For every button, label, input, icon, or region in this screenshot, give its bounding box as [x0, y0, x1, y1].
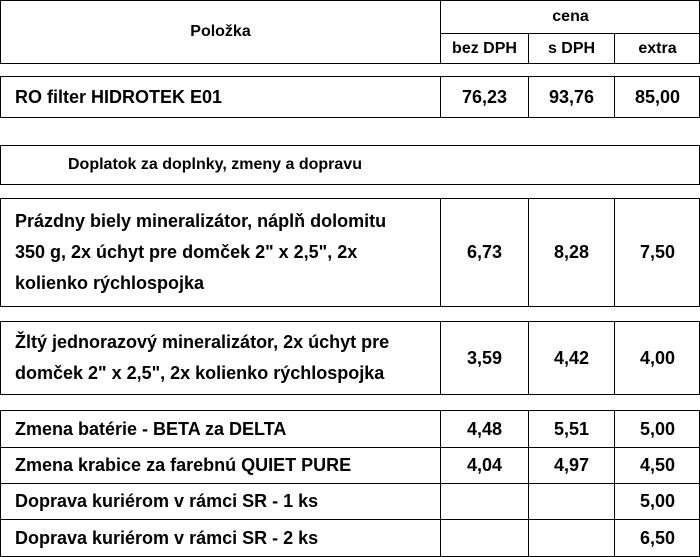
- service-row: [1, 484, 700, 519]
- table-header: [0, 0, 700, 64]
- service-name: Doprava kuriérom v rámci SR - 1 ks: [15, 491, 319, 511]
- price-extra: 5,00: [614, 484, 700, 519]
- price-s-dph: [528, 520, 614, 556]
- price-extra: 6,50: [614, 520, 700, 556]
- section-title: Doplatok za doplnky, zmeny a dopravu: [68, 156, 362, 173]
- section-title-row: [0, 145, 700, 185]
- service-name: Doprava kuriérom v rámci SR - 2 ks: [15, 527, 319, 548]
- price-bez-dph: [440, 484, 528, 519]
- price-extra: 7,50: [614, 199, 700, 306]
- column-header-bez-dph: bez DPH: [440, 33, 528, 64]
- price-s-dph: 4,97: [528, 448, 614, 483]
- services-table: [0, 410, 700, 557]
- price-bez-dph: 4,04: [440, 448, 528, 483]
- service-name: Zmena batérie - BETA za DELTA: [15, 418, 287, 439]
- price-extra: 5,00: [614, 411, 700, 447]
- price-extra: 4,00: [614, 322, 700, 394]
- service-row: [1, 411, 700, 447]
- price-bez-dph: 4,48: [440, 411, 528, 447]
- price-s-dph: 4,42: [528, 322, 614, 394]
- price-s-dph: [528, 484, 614, 519]
- price-extra: 4,50: [614, 448, 700, 483]
- extra-item-row: [0, 321, 700, 395]
- price-extra: 85,00: [614, 77, 700, 117]
- extra-item-description: Žltý jednorazový mineralizátor, 2x úchyt pre domček 2" x 2,5", 2x kolienko rýchlospojka: [15, 332, 390, 383]
- column-header-extra: extra: [614, 33, 700, 64]
- price-bez-dph: 76,23: [440, 77, 528, 117]
- column-header-item: Položka: [190, 23, 251, 40]
- price-bez-dph: 6,73: [440, 199, 528, 306]
- price-s-dph: 5,51: [528, 411, 614, 447]
- service-row: [1, 520, 700, 556]
- price-s-dph: 93,76: [528, 77, 614, 117]
- column-header-s-dph: s DPH: [528, 33, 614, 64]
- extra-item-row: [0, 198, 700, 307]
- product-name: RO filter HIDROTEK E01: [15, 86, 223, 107]
- price-bez-dph: [440, 520, 528, 556]
- column-header-price: cena: [440, 1, 700, 33]
- service-name: Zmena krabice za farebnú QUIET PURE: [15, 455, 352, 475]
- main-product-row: [0, 76, 700, 118]
- extra-item-description: Prázdny biely mineralizátor, náplň dolomitu 350 g, 2x úchyt pre domček 2" x 2,5", 2x kolienko rýchlospojka: [15, 211, 387, 293]
- service-row: [1, 448, 700, 483]
- price-s-dph: 8,28: [528, 199, 614, 306]
- price-bez-dph: 3,59: [440, 322, 528, 394]
